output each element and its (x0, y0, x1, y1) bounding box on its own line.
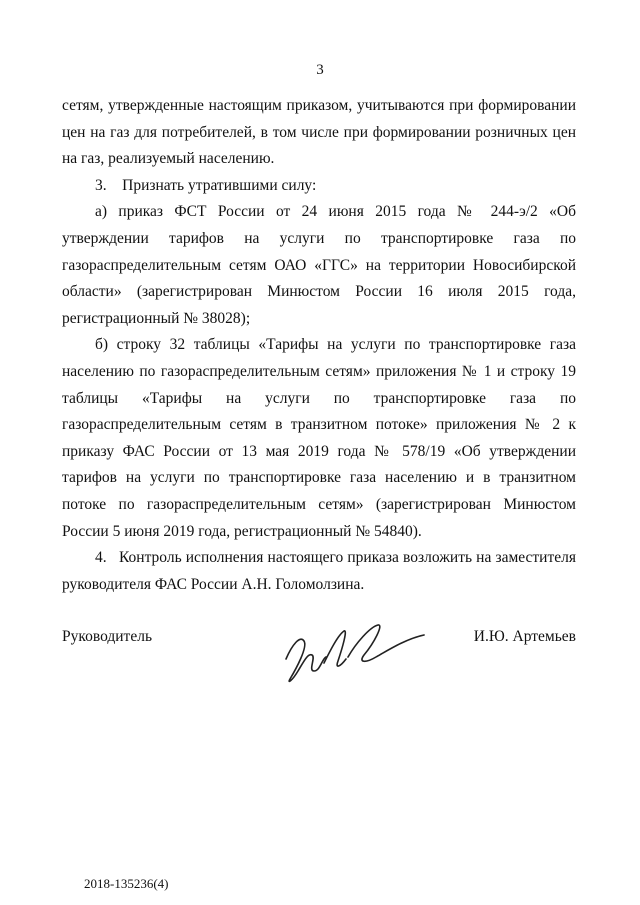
page-number: 3 (316, 62, 324, 78)
paragraph-item-3b: б) строку 32 таблицы «Тарифы на услуги по транспортировке газа населению по газораспределительным сетям» приложения № 1 и строку 19 таблицы «Тарифы на услуги по транспортировке газа по газораспределительным сетям в транзитном потоке» приложения № 2 к приказу ФАС России от 13 мая 2019 года № 578/19 «Об утверждении тарифов на услуги по транспортировке газа населению и в транзитном потоке по газораспределительным сетям» (зарегистрирован Минюстом России 5 июня 2019 года, регистрационный № 54840). (62, 336, 576, 540)
document-body (62, 93, 576, 598)
document-code: 2018-135236(4) (84, 876, 169, 891)
handwritten-signature (278, 613, 428, 693)
signatory-position: Руководитель (62, 628, 153, 645)
paragraph-item-4: 4. Контроль исполнения настоящего приказа возложить на заместителя руководителя ФАС России А.Н. Голомолзина. (62, 549, 576, 593)
paragraph-continuation: сетям, утвержденные настоящим приказом, учитываются при формировании цен на газ для потребителей, в том числе при формировании розничных цен на газ, реализуемый населению. (62, 97, 576, 168)
signatory-name: И.Ю. Артемьев (473, 628, 576, 645)
paragraph-item-3: 3. Признать утратившими силу: (95, 176, 317, 194)
paragraph-item-3a: а) приказ ФСТ России от 24 июня 2015 года № 244-э/2 «Об утверждении тарифов на услуги по транспортировке газа по газораспределительным сетям ОАО «ГГС» на территории Новосибирской области» (зарегистрирован Минюстом России 16 июля 2015 года, регистрационный № 38028); (62, 203, 576, 327)
signature-block (62, 623, 576, 703)
